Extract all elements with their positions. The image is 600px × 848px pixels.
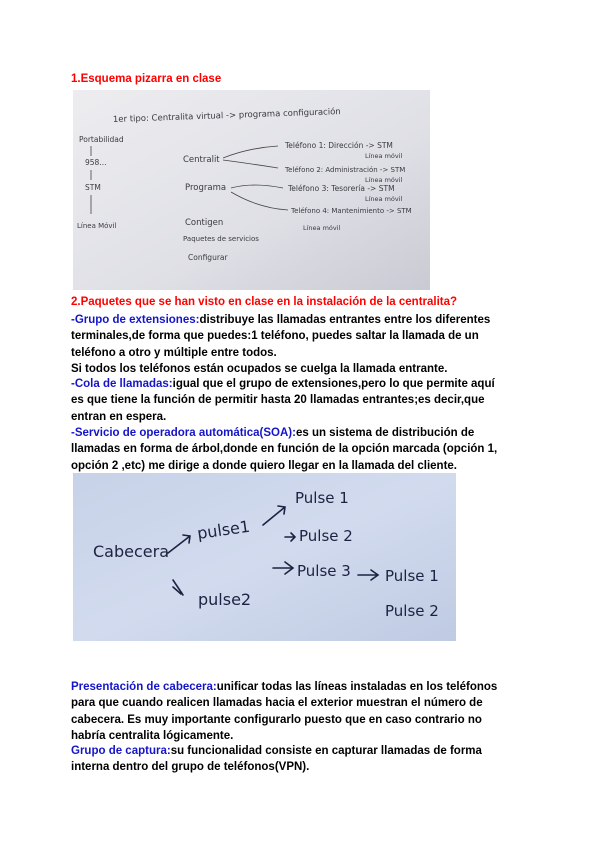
tree-leaf-pulse2: Pulse 2 xyxy=(385,602,439,620)
whiteboard-photo xyxy=(73,90,430,290)
wb-telefono-2: Teléfono 2: Administración -> STM xyxy=(285,166,406,174)
cola-llamadas-label: -Cola de llamadas: xyxy=(71,378,173,390)
wb-telefono-3: Teléfono 3: Tesorería -> STM xyxy=(288,184,395,193)
section-heading-2: 2.Paquetes que se han visto en clase en la instalación de la centralita? xyxy=(71,296,458,308)
captura-paragraph: Grupo de captura:su funcionalidad consiste en capturar llamadas de forma interna dentro del grupo de teléfonos(VPN). xyxy=(71,745,482,774)
wb-stm: STM xyxy=(85,183,101,192)
wb-telefono-4-linea: Línea móvil xyxy=(303,224,341,232)
wb-telefono-2-linea: Línea móvil xyxy=(365,176,403,184)
tree-pulse1: pulse1 xyxy=(195,516,252,543)
wb-958: 958... xyxy=(85,158,107,167)
soa-paragraph: -Servicio de operadora automática(SOA):es un sistema de distribución de llamadas en forma de árbol,donde en función de la opción marcada (opción 1, opción 2 ,etc) me dirige a donde quiero llegar en la llamada del cliente. xyxy=(71,427,498,472)
wb-centralita: Centralit xyxy=(183,155,220,165)
tree-node-pulse1: Pulse 1 xyxy=(295,489,349,507)
cola-llamadas-paragraph: -Cola de llamadas:igual que el grupo de extensiones,pero lo que permite aquí es que tiene la función de permitir hasta 20 llamadas entrantes;es decir,que entran en espera. xyxy=(71,378,495,423)
soa-label: -Servicio de operadora automática(SOA): xyxy=(71,427,296,439)
wb-telefono-3-linea: Línea móvil xyxy=(365,195,403,203)
wb-configurar: Configurar xyxy=(188,253,228,262)
wb-telefono-1-linea: Línea móvil xyxy=(365,152,403,160)
tree-node-pulse2: Pulse 2 xyxy=(299,527,353,545)
tree-node-pulse3: Pulse 3 xyxy=(297,562,351,580)
wb-portabilidad: Portabilidad xyxy=(79,135,124,144)
soa-tree-photo xyxy=(73,473,456,641)
captura-label: Grupo de captura: xyxy=(71,745,171,757)
wb-linea-movil: Línea Móvil xyxy=(77,222,117,230)
presentacion-label: Presentación de cabecera: xyxy=(71,681,217,693)
grupo-extensiones-paragraph: -Grupo de extensiones:distribuye las llamadas entrantes entre los diferentes terminales,de forma que puedes:1 teléfono, puedes saltar la llamada de un teléfono a otro y múltiple entre todos. Si todos los teléfonos están ocupados se cuelga la llamada entrante. xyxy=(71,314,491,376)
tree-pulse2: pulse2 xyxy=(198,590,252,609)
tree-cabecera: Cabecera xyxy=(93,542,169,561)
section-heading-1: 1.Esquema pizarra en clase xyxy=(71,73,222,85)
presentacion-paragraph: Presentación de cabecera:unificar todas las líneas instaladas en los teléfonos para que cuando realicen llamadas hacia el exterior muestran el número de cabecera. Es muy importante configurarlo puesto que en caso contrario no habría centralita lógicamente. xyxy=(71,681,498,743)
wb-programa: Programa xyxy=(185,183,227,193)
wb-telefono-1: Teléfono 1: Dirección -> STM xyxy=(285,141,393,150)
wb-top-line: 1er tipo: Centralita virtual -> programa configuración xyxy=(112,107,341,125)
tree-leaf-pulse1: Pulse 1 xyxy=(385,567,439,585)
wb-paquetes: Paquetes de servicios xyxy=(183,235,259,243)
grupo-extensiones-label: -Grupo de extensiones: xyxy=(71,314,200,326)
wb-telefono-4: Teléfono 4: Mantenimiento -> STM xyxy=(291,207,412,215)
wb-contigen: Contigen xyxy=(185,218,224,228)
